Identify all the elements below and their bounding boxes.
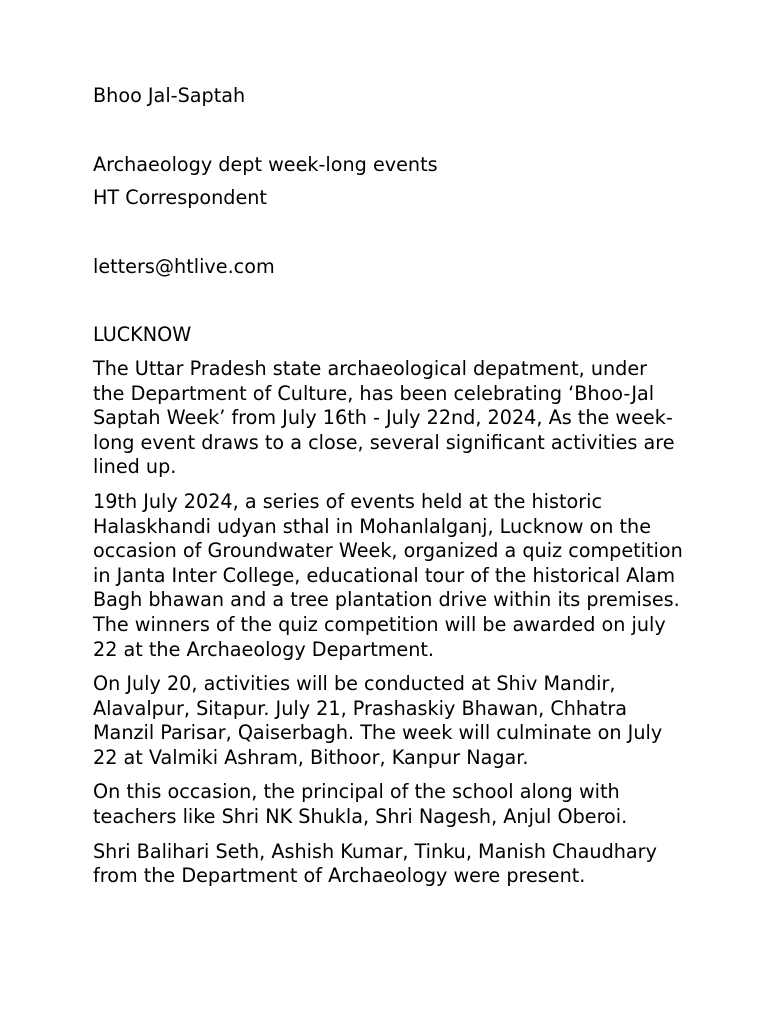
body-paragraph-3: On July 20, activities will be conducted at Shiv Mandir, Alavalpur, Sitapur. July 21, Prashaskiy Bhawan, Chhatra Manzil Parisar, Qaiserbagh. The week will culminate on July 22 at Valmiki Ashram, Bithoor, Kanpur Nagar.	[93, 672, 663, 769]
dateline: LUCKNOW	[93, 323, 192, 347]
document-title: Bhoo Jal-Saptah	[93, 84, 246, 107]
document-page	[93, 84, 683, 889]
body-paragraph-2: 19th July 2024, a series of events held at the historic Halaskhandi udyan sthal in Mohanlalganj, Lucknow on the occasion of Groundwater Week, organized a quiz competition in Janta Inter College, educational tour of the historical Alam Bagh bhawan and a tree plantation drive within its premises. The winners of the quiz competition will be awarded on july 22 at the Archaeology Department.	[93, 489, 683, 661]
body-paragraph-1: The Uttar Pradesh state archaeological depatment, under the Department of Culture, has been celebrating ‘Bhoo-Jal Saptah Week’ from July 16th - July 22nd, 2024, As the week-long event draws to a close, several significant activities are lined up.	[93, 356, 675, 479]
body-paragraph-5: Shri Balihari Seth, Ashish Kumar, Tinku, Manish Chaudhary from the Department of Archaeology were present.	[93, 839, 657, 888]
contact-email: letters@htlive.com	[93, 254, 275, 278]
document-byline: HT Correspondent	[93, 186, 267, 210]
document-headline: Archaeology dept week-long events	[93, 152, 438, 176]
body-paragraph-4: On this occasion, the principal of the school along with teachers like Shri NK Shukla, Shri Nagesh, Anjul Oberoi.	[93, 780, 628, 829]
